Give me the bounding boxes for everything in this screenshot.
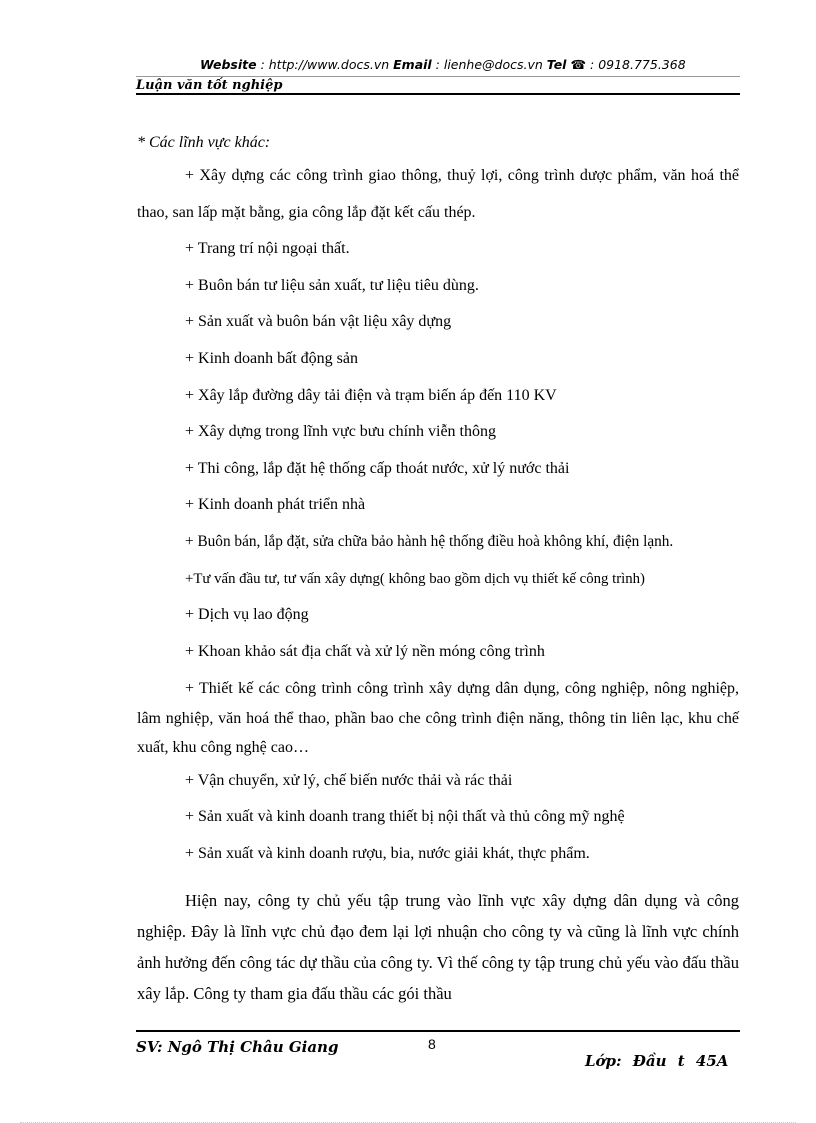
website-url[interactable]: : http://www.docs.vn [256, 57, 394, 72]
phone-icon: ☎ [570, 57, 587, 72]
list-item: + Xây lắp đường dây tải điện và trạm biến áp đến 110 KV [185, 386, 557, 404]
list-item: + Xây dựng trong lĩnh vực bưu chính viễn thông [185, 423, 496, 441]
list-item: + Kinh doanh bất động sản [185, 349, 358, 367]
email-address[interactable]: : lienhe@docs.vn [431, 57, 547, 72]
footer-rule [136, 1030, 740, 1032]
page-body [137, 128, 739, 1026]
thesis-title: Luận văn tốt nghiệp [136, 78, 283, 93]
list-item: + Xây dựng các công trình giao thông, thuỷ lợi, công trình dược phẩm, văn hoá thể thao, san lấp mặt bằng, gia công lắp đặt kết cấu thép. [137, 167, 739, 221]
list-item: + Sản xuất và kinh doanh rượu, bia, nước giải khát, thực phẩm. [185, 845, 590, 862]
list-item: + Kinh doanh phát triển nhà [185, 496, 366, 514]
header-rule [136, 93, 740, 95]
student-name: SV: Ngô Thị Châu Giang [136, 1038, 339, 1056]
list-item: + Khoan khảo sát địa chất và xử lý nền móng công trình [185, 642, 545, 660]
list-item: + Trang trí nội ngoại thất. [185, 240, 350, 258]
list-item: +Tư vấn đầu tư, tư vấn xây dựng( không bao gồm dịch vụ thiết kế công trình) [185, 570, 645, 587]
list-item: + Dịch vụ lao động [185, 606, 309, 624]
tel-label: Tel [546, 57, 567, 72]
list-item: + Sản xuất và kinh doanh trang thiết bị nội thất và thủ công mỹ nghệ [185, 808, 625, 826]
list-item: + Vận chuyển, xử lý, chế biến nước thải và rác thải [185, 771, 513, 789]
list-item: + Sản xuất và buôn bán vật liệu xây dựng [185, 313, 452, 331]
header-contact-line [200, 57, 686, 72]
list-item: + Thi công, lắp đặt hệ thống cấp thoát nước, xử lý nước thải [185, 459, 570, 477]
class-name: Lớp: Đầu t 45A [585, 1052, 729, 1070]
list-item: + Buôn bán, lắp đặt, sửa chữa bảo hành hệ thống điều hoà không khí, điện lạnh. [185, 532, 674, 550]
body-paragraph: Hiện nay, công ty chủ yếu tập trung vào lĩnh vực xây dựng dân dụng và công nghiệp. Đây là lĩnh vực chủ đạo đem lại lợi nhuận cho công ty và cũng là lĩnh vực chính ảnh hưởng đến công tác dự thầu của công ty. Vì thế công ty tập trung chủ yếu vào đấu thầu xây lắp. Công ty tham gia đấu thầu các gói thầu [137, 890, 739, 1004]
email-label: Email [393, 57, 432, 72]
tel-number: : 0918.775.368 [586, 57, 686, 72]
list-item: + Buôn bán tư liệu sản xuất, tư liệu tiêu dùng. [185, 276, 479, 294]
section-title: * Các lĩnh vực khác: [137, 134, 271, 151]
page-number: 8 [428, 1036, 436, 1052]
header-divider [136, 76, 740, 77]
website-label: Website [200, 57, 257, 72]
list-item: + Thiết kế các công trình công trình xây dựng dân dụng, công nghiệp, nông nghiệp, lâm nghiệp, văn hoá thể thao, phần bao che công trình điện năng, thông tin liên lạc, khu chế xuất, khu công nghệ cao… [137, 680, 739, 757]
